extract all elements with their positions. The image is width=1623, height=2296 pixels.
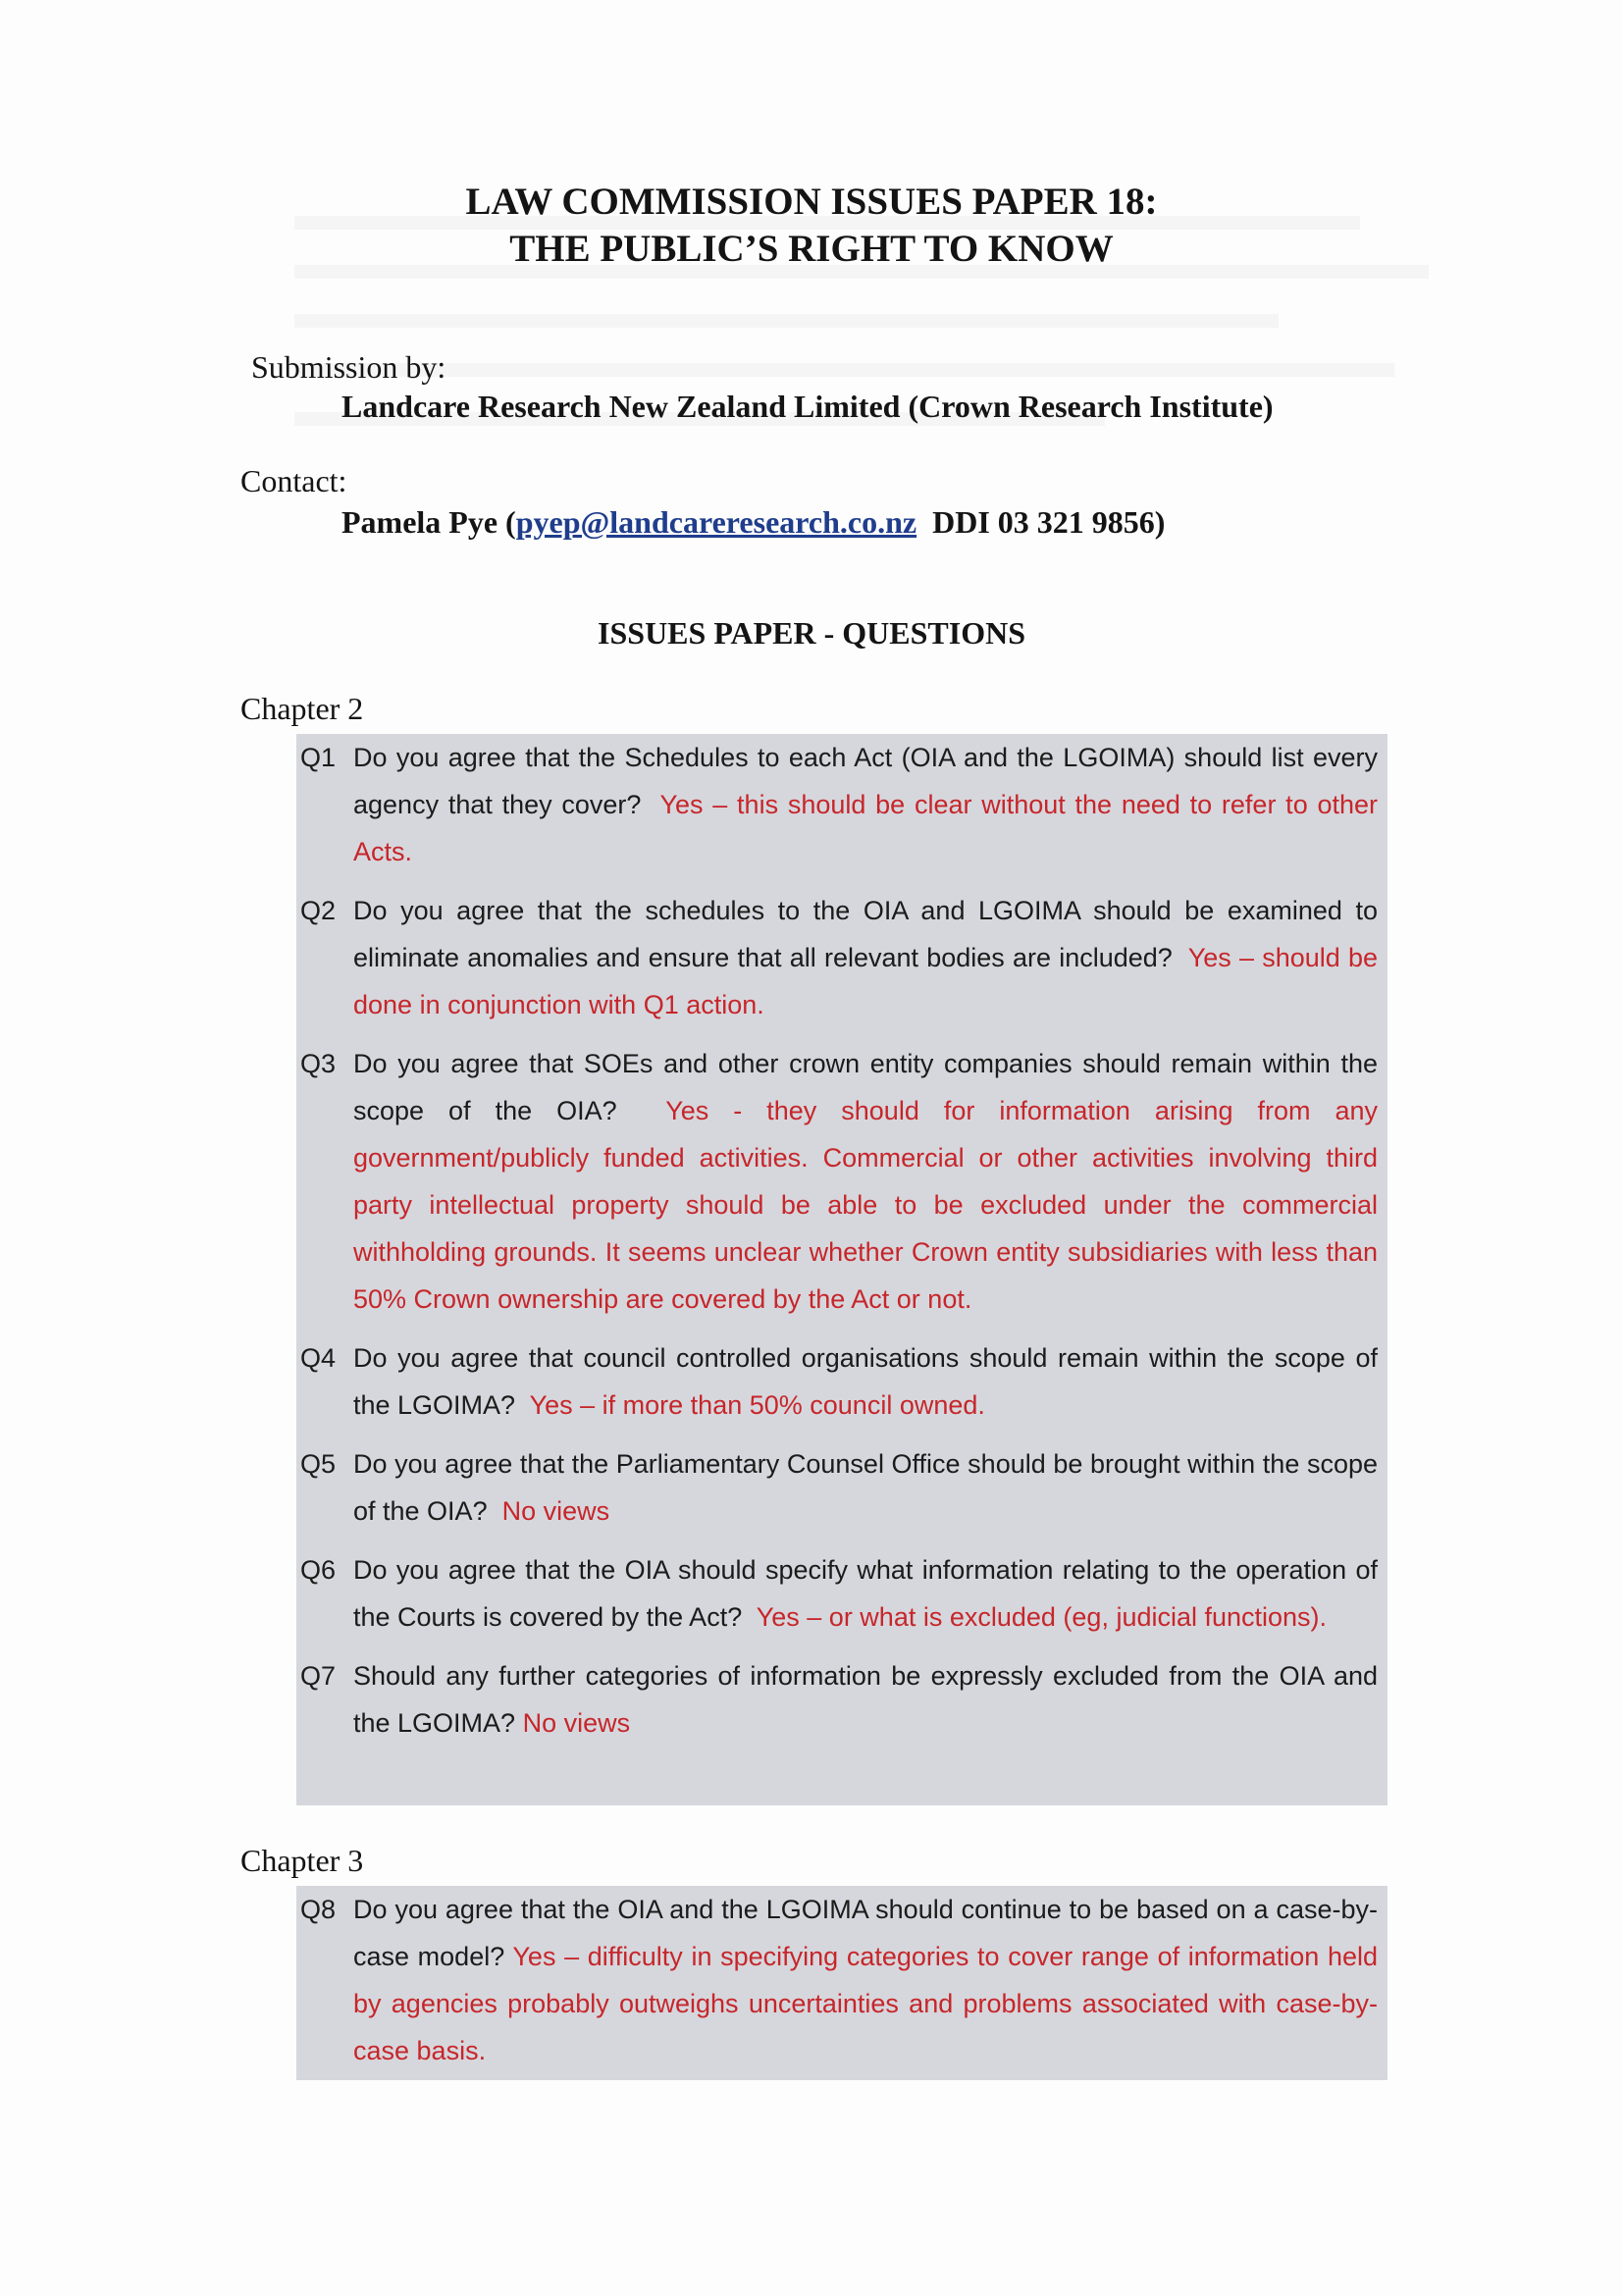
question-number: Q2 [300, 896, 337, 925]
answer-text: Yes – this should be clear without the need to refer to other Acts. [353, 790, 1379, 866]
question-number: Q1 [300, 743, 337, 772]
question-text: Do you agree that the OIA and the LGOIMA should continue to be based on a case-by-case model? [353, 1895, 1378, 1971]
chapter-2-questions [296, 734, 1387, 1805]
contact-ddi: DDI 03 321 9856) [932, 504, 1166, 540]
answer-text: No views [501, 1496, 610, 1526]
question-number: Q7 [300, 1661, 337, 1691]
question-number: Q4 [300, 1343, 337, 1373]
answer-text: Yes – if more than 50% council owned. [529, 1390, 985, 1420]
question-text: Do you agree that the Parliamentary Counsel Office should be brought within the scope of the OIA? [353, 1449, 1378, 1526]
contact-paren: ( [505, 504, 516, 540]
chapter-3-questions [296, 1886, 1387, 2080]
question-item [296, 734, 1378, 875]
answer-text: Yes – or what is excluded (eg, judicial functions). [756, 1602, 1328, 1632]
question-number: Q8 [300, 1895, 337, 1924]
title-line-2: THE PUBLIC’S RIGHT TO KNOW [509, 228, 1114, 270]
question-number: Q6 [300, 1555, 337, 1585]
question-item [296, 887, 1378, 1028]
contact-label: Contact: [240, 463, 347, 498]
question-item [296, 1040, 1378, 1323]
contact-name: Pamela Pye [341, 504, 498, 540]
question-text: Do you agree that SOEs and other crown entity companies should remain within the scope of the OIA? [353, 1049, 1378, 1125]
answer-text: No views [522, 1708, 631, 1738]
title-line-1: LAW COMMISSION ISSUES PAPER 18: [465, 181, 1158, 223]
question-item [296, 1546, 1378, 1641]
question-text: Should any further categories of information be expressly excluded from the OIA and the LGOIMA? [353, 1661, 1378, 1738]
answer-text: Yes – difficulty in specifying categories to cover range of information held by agencies probably outweighs uncertainties and problems associated with case-by-case basis. [353, 1942, 1379, 2065]
contact-details [341, 502, 1165, 542]
question-item [296, 1440, 1378, 1535]
submitting-organisation: Landcare Research New Zealand Limited (Crown Research Institute) [341, 389, 1274, 424]
question-item [296, 1886, 1378, 2074]
submission-label: Submission by: [251, 349, 446, 385]
question-number: Q3 [300, 1049, 337, 1078]
chapter-2-title: Chapter 2 [240, 691, 364, 726]
question-item [296, 1334, 1378, 1429]
question-text: Do you agree that the schedules to the OIA and LGOIMA should be examined to eliminate anomalies and ensure that all relevant bodies are included? [353, 896, 1378, 972]
answer-text: Yes – should be done in conjunction with Q1 action. [353, 943, 1378, 1019]
contact-email-link[interactable]: pyep@landcareresearch.co.nz [515, 504, 917, 540]
answer-text: Yes - they should for information arising from any government/publicly funded activities. Commercial or other activities involving third party intellectual property should be able to be excluded under the commercial withholding grounds. It seems unclear whether Crown entity subsidiaries with less than 50% Crown ownership are covered by the Act or not. [353, 1096, 1379, 1314]
section-heading: ISSUES PAPER - QUESTIONS [598, 615, 1025, 651]
question-number: Q5 [300, 1449, 337, 1479]
document-title [0, 179, 1623, 273]
question-text: Do you agree that council controlled organisations should remain within the scope of the LGOIMA? [353, 1343, 1378, 1420]
question-text: Do you agree that the OIA should specify what information relating to the operation of the Courts is covered by the Act? [353, 1555, 1378, 1632]
question-text: Do you agree that the Schedules to each Act (OIA and the LGOIMA) should list every agency that they cover? [353, 743, 1378, 819]
chapter-3-title: Chapter 3 [240, 1843, 364, 1878]
question-item [296, 1652, 1378, 1747]
